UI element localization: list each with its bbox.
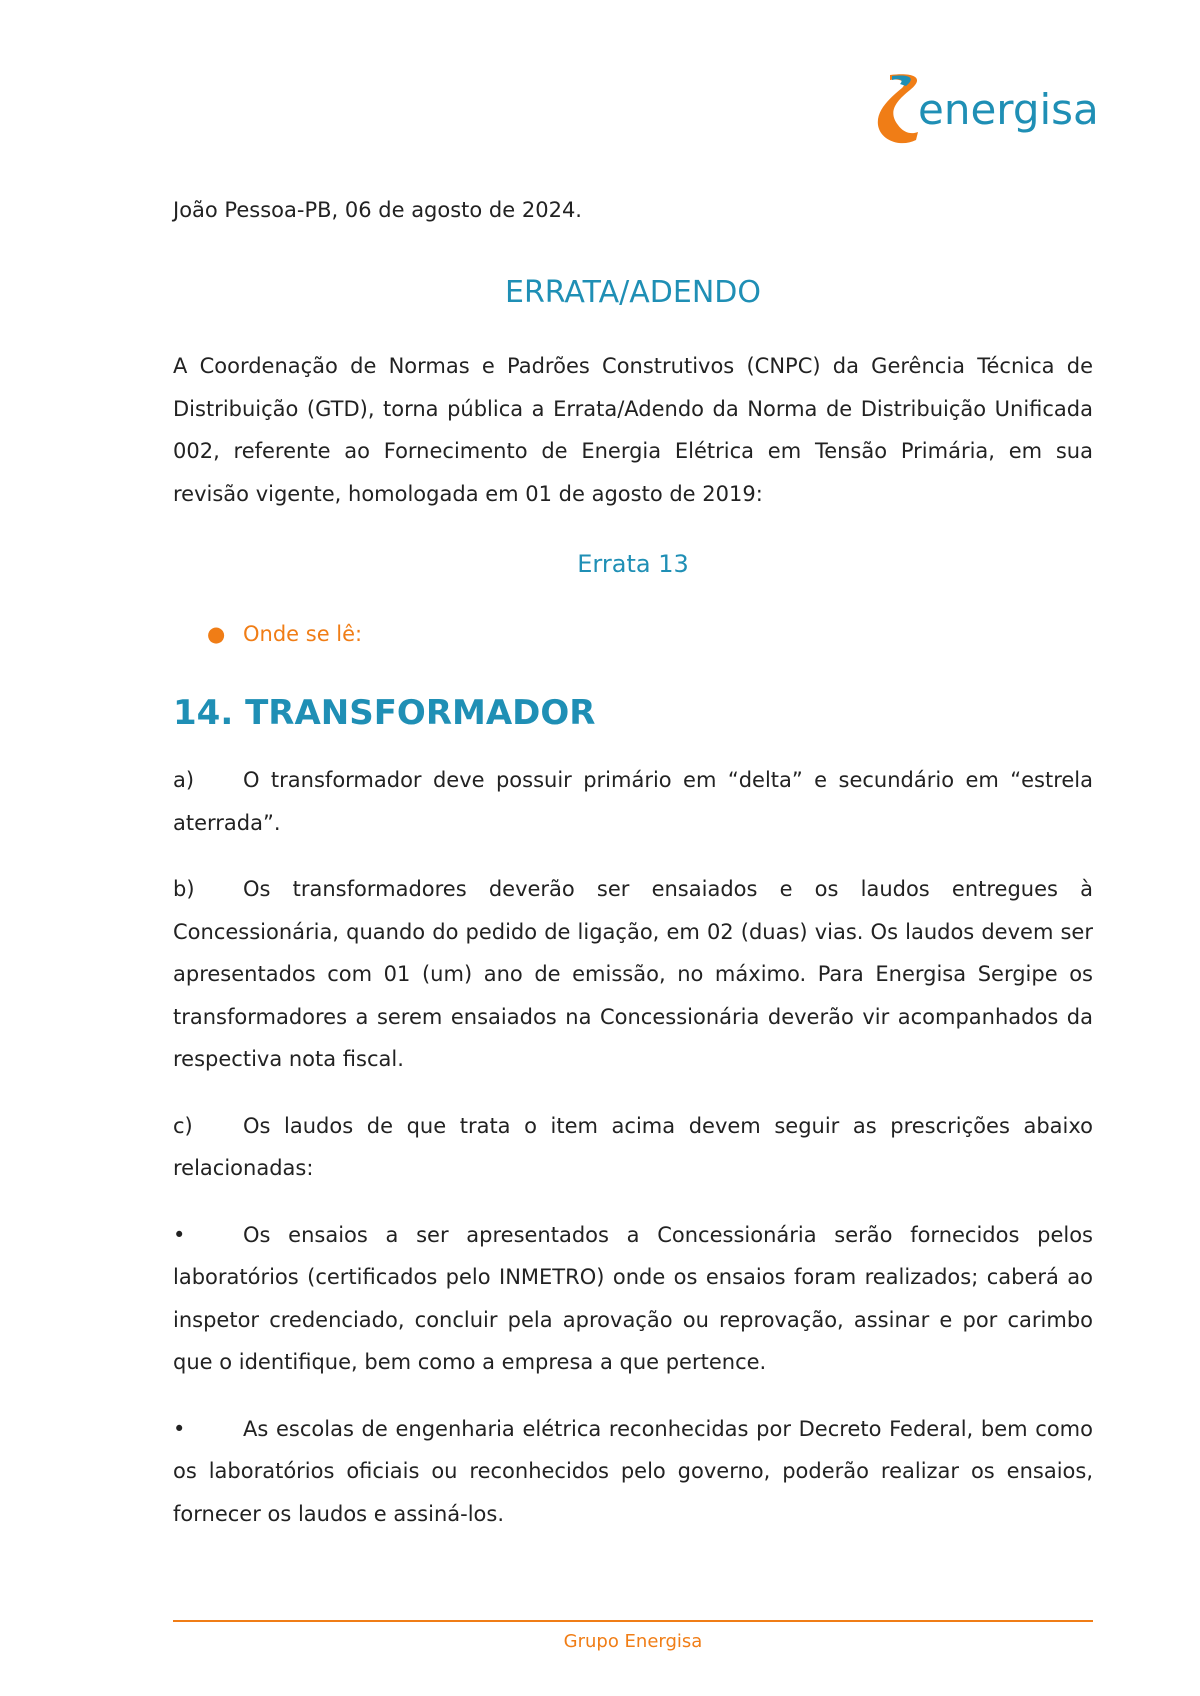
item-label: • (173, 1416, 186, 1441)
document-body (173, 195, 1093, 1535)
footer-divider (173, 1620, 1093, 1622)
list-item (173, 1105, 1093, 1190)
list-item (173, 868, 1093, 1081)
item-text: As escolas de engenharia elétrica reconhecidas por Decreto Federal, bem como os laboratórios oficiais ou reconhecidos pelo governo, poderão realizar os ensaios, fornecer os laudos e assiná-los. (173, 1416, 1093, 1526)
list-item (173, 1408, 1093, 1536)
logo-wordmark: energisa (918, 85, 1099, 134)
item-text: Os transformadores deverão ser ensaiados e os laudos entregues à Concessionária, quando do pedido de ligação, em 02 (duas) vias. Os laudos devem ser apresentados com 01 (um) ano de emissão, no máximo. Para Energisa Sergipe os transformadores a serem ensaiados na Concessionária deverão vir acompanhados da respectiva nota fiscal. (173, 877, 1093, 1071)
section-title: 14. TRANSFORMADOR (173, 693, 596, 733)
item-label: • (173, 1222, 186, 1247)
item-label: c) (173, 1113, 193, 1138)
date-line: João Pessoa-PB, 06 de agosto de 2024. (173, 198, 582, 222)
intro-paragraph: A Coordenação de Normas e Padrões Construtivos (CNPC) da Gerência Técnica de Distribuição (GTD), torna pública a Errata/Adendo da Norma de Distribuição Unificada 002, referente ao Fornecimento de Energia Elétrica em Tensão Primária, em sua revisão vigente, homologada em 01 de agosto de 2019: (173, 354, 1093, 506)
energisa-logo (870, 70, 1100, 150)
item-text: Os laudos de que trata o item acima devem seguir as prescrições abaixo relacionadas: (173, 1113, 1093, 1180)
item-label: a) (173, 768, 195, 792)
item-text: Os ensaios a ser apresentados a Concessionária serão fornecidos pelos laboratórios (certificados pelo INMETRO) onde os ensaios foram realizados; caberá ao inspetor credenciado, concluir pela aprovação ou reprovação, assinar e por carimbo que o identifique, bem como a empresa a que pertence. (173, 1222, 1093, 1374)
document-title: ERRATA/ADENDO (505, 275, 761, 310)
item-label: b) (173, 877, 195, 901)
where-reads-item (207, 619, 1093, 649)
bullet-icon: ● (207, 622, 226, 646)
where-reads-label: Onde se lê: (243, 622, 363, 646)
item-text: O transformador deve possuir primário em “delta” e secundário em “estrela aterrada”. (173, 768, 1093, 835)
list-item (173, 1214, 1093, 1384)
page-footer (173, 1620, 1093, 1654)
list-item (173, 759, 1093, 844)
errata-title: Errata 13 (577, 550, 689, 578)
footer-text: Grupo Energisa (563, 1631, 703, 1652)
